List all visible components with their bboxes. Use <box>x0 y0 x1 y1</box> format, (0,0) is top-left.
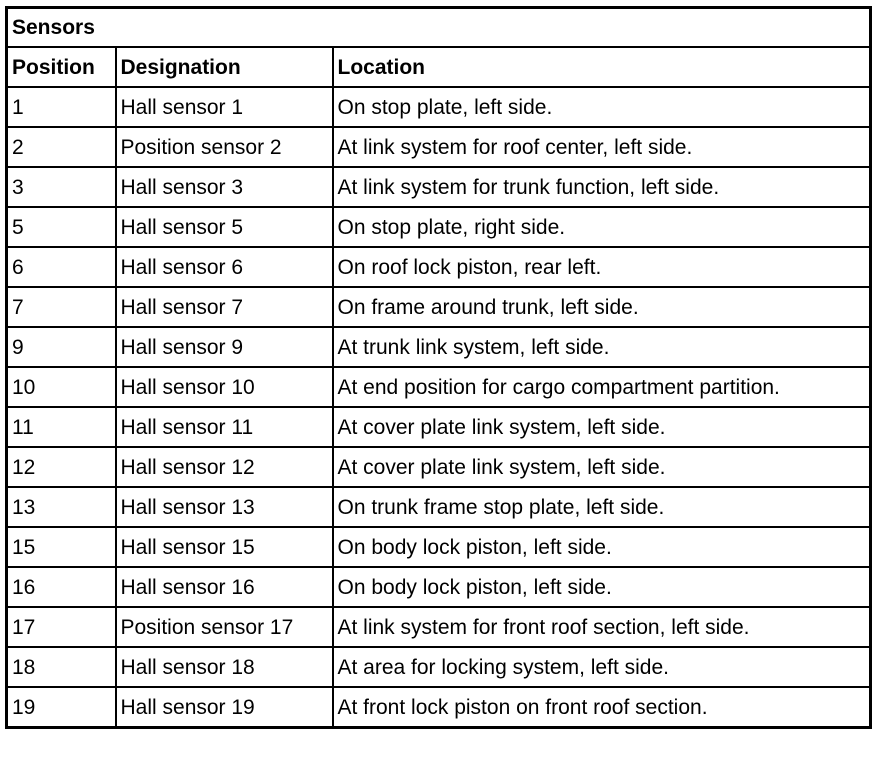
cell-designation: Hall sensor 1 <box>116 87 333 127</box>
cell-location: At end position for cargo compartment partition. <box>333 367 871 407</box>
table-row <box>7 607 871 647</box>
cell-location: At link system for trunk function, left side. <box>333 167 871 207</box>
cell-location: On body lock piston, left side. <box>333 527 871 567</box>
cell-location: On stop plate, right side. <box>333 207 871 247</box>
cell-designation: Hall sensor 18 <box>116 647 333 687</box>
table-row <box>7 407 871 447</box>
cell-location: At cover plate link system, left side. <box>333 407 871 447</box>
cell-designation: Hall sensor 12 <box>116 447 333 487</box>
sensors-document <box>5 6 872 729</box>
table-title: Sensors <box>7 8 871 48</box>
cell-location: At front lock piston on front roof section. <box>333 687 871 728</box>
sensors-table <box>5 6 872 729</box>
cell-designation: Hall sensor 15 <box>116 527 333 567</box>
cell-position: 3 <box>7 167 116 207</box>
table-body <box>7 87 871 728</box>
cell-position: 18 <box>7 647 116 687</box>
cell-position: 17 <box>7 607 116 647</box>
cell-position: 1 <box>7 87 116 127</box>
header-designation: Designation <box>116 47 333 87</box>
table-row <box>7 367 871 407</box>
cell-designation: Hall sensor 11 <box>116 407 333 447</box>
cell-designation: Hall sensor 9 <box>116 327 333 367</box>
table-header-row <box>7 47 871 87</box>
cell-position: 19 <box>7 687 116 728</box>
header-location: Location <box>333 47 871 87</box>
table-row <box>7 567 871 607</box>
table-row <box>7 207 871 247</box>
cell-location: At area for locking system, left side. <box>333 647 871 687</box>
table-row <box>7 487 871 527</box>
cell-location: On body lock piston, left side. <box>333 567 871 607</box>
cell-location: At trunk link system, left side. <box>333 327 871 367</box>
cell-position: 6 <box>7 247 116 287</box>
cell-position: 7 <box>7 287 116 327</box>
cell-position: 13 <box>7 487 116 527</box>
table-row <box>7 287 871 327</box>
cell-designation: Position sensor 2 <box>116 127 333 167</box>
cell-designation: Hall sensor 10 <box>116 367 333 407</box>
table-row <box>7 247 871 287</box>
cell-location: At link system for roof center, left side. <box>333 127 871 167</box>
cell-location: On stop plate, left side. <box>333 87 871 127</box>
cell-position: 16 <box>7 567 116 607</box>
cell-designation: Hall sensor 5 <box>116 207 333 247</box>
table-row <box>7 527 871 567</box>
cell-designation: Hall sensor 19 <box>116 687 333 728</box>
cell-position: 12 <box>7 447 116 487</box>
cell-designation: Hall sensor 6 <box>116 247 333 287</box>
cell-designation: Hall sensor 13 <box>116 487 333 527</box>
table-row <box>7 127 871 167</box>
cell-location: At link system for front roof section, left side. <box>333 607 871 647</box>
cell-location: On frame around trunk, left side. <box>333 287 871 327</box>
table-row <box>7 87 871 127</box>
cell-location: On roof lock piston, rear left. <box>333 247 871 287</box>
cell-position: 11 <box>7 407 116 447</box>
cell-designation: Position sensor 17 <box>116 607 333 647</box>
cell-position: 15 <box>7 527 116 567</box>
cell-location: At cover plate link system, left side. <box>333 447 871 487</box>
cell-designation: Hall sensor 3 <box>116 167 333 207</box>
header-position: Position <box>7 47 116 87</box>
table-row <box>7 447 871 487</box>
cell-designation: Hall sensor 7 <box>116 287 333 327</box>
cell-position: 10 <box>7 367 116 407</box>
cell-location: On trunk frame stop plate, left side. <box>333 487 871 527</box>
table-row <box>7 327 871 367</box>
table-row <box>7 647 871 687</box>
cell-designation: Hall sensor 16 <box>116 567 333 607</box>
cell-position: 2 <box>7 127 116 167</box>
table-row <box>7 687 871 728</box>
cell-position: 5 <box>7 207 116 247</box>
table-title-row <box>7 8 871 48</box>
cell-position: 9 <box>7 327 116 367</box>
table-row <box>7 167 871 207</box>
